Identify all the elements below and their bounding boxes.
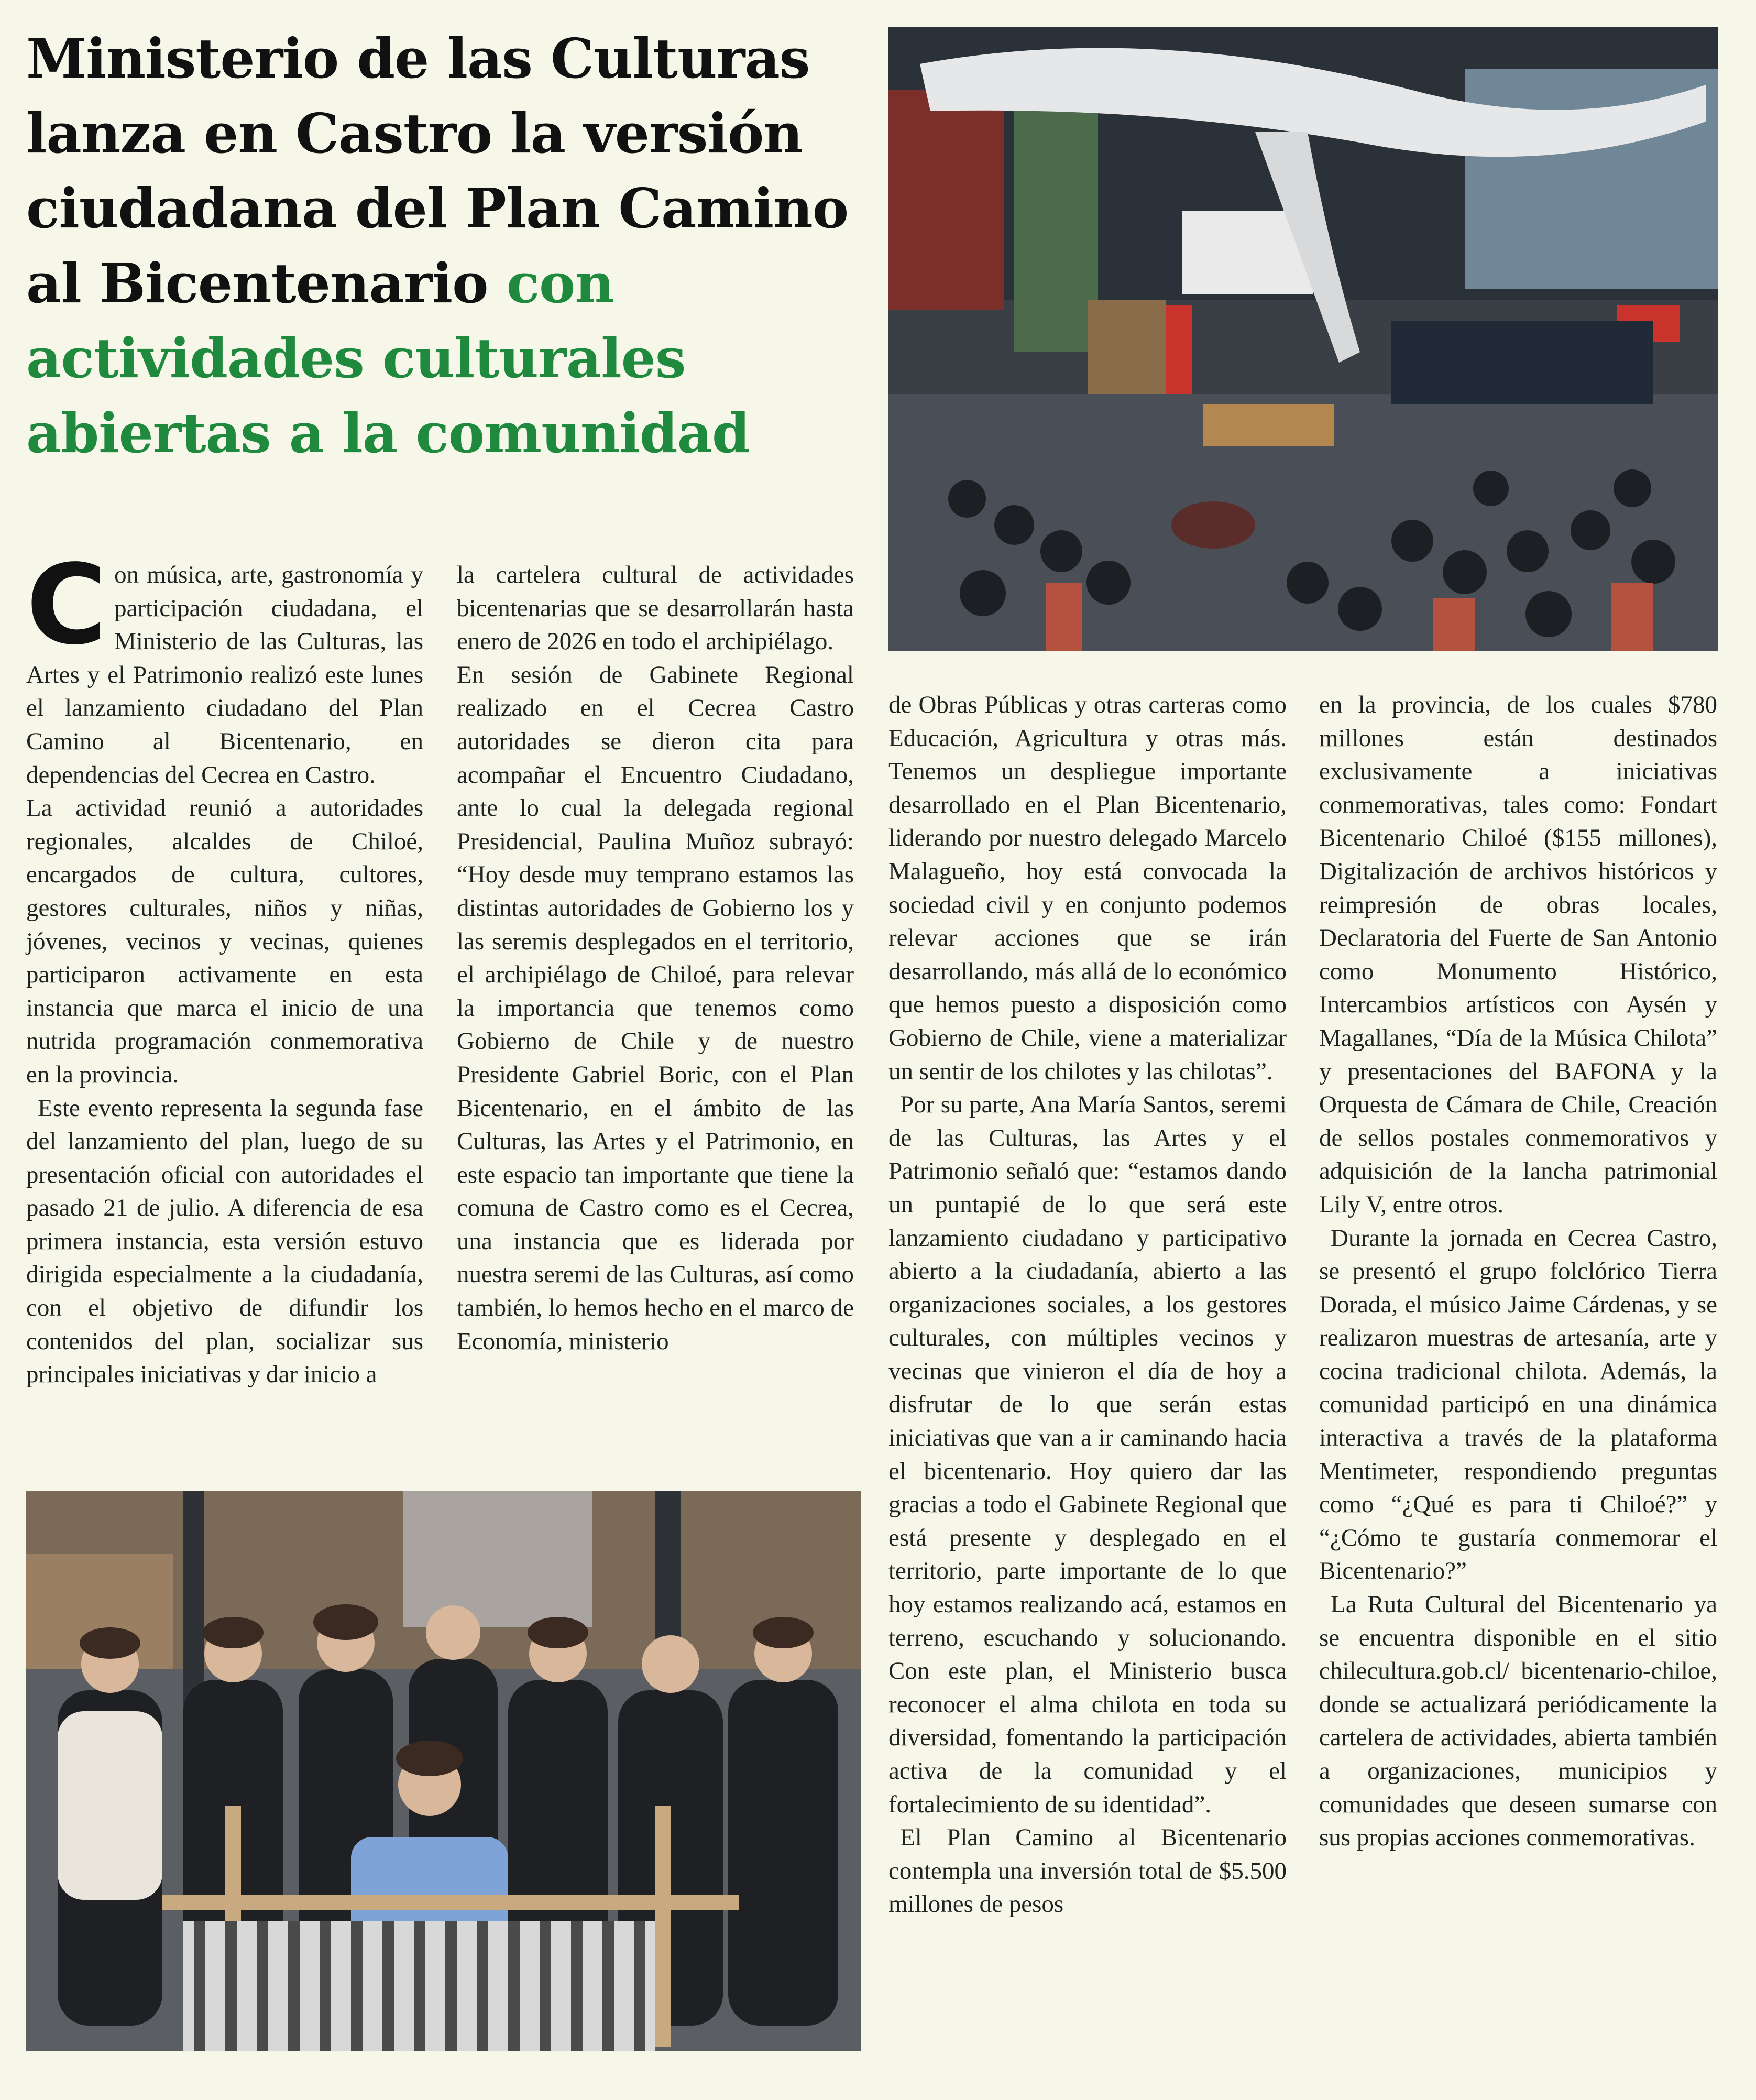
article-column-4: [1319, 688, 1717, 1855]
col4-paragraph-3: La Ruta Cultural del Bicentenario ya se encuentra disponible en el sitio chilecultura.gob.cl/ bicentenario-chiloe, donde se actualizará periódicamente la cartelera de actividades, abierta también a organizaciones, municipios y comunidades que deseen sumarse con sus propias acciones conmemorativas.: [1319, 1591, 1717, 1852]
col2-paragraph-1: la cartelera cultural de actividades bicentenarias que se desarrollarán hasta enero de 2026 en todo el archipiélago.: [457, 561, 854, 655]
drop-cap: C: [26, 541, 107, 669]
col3-paragraph-2: Por su parte, Ana María Santos, seremi de las Culturas, las Artes y el Patrimonio señaló que: “estamos dando un puntapié de lo que será este lanzamiento ciudadano y participativo abierto a la ciudadanía, abierto a las organizaciones sociales, a los gestores culturales, con múltiples vecinos y vecinas que vinieron el día de hoy a disfrutar de lo que serán estas iniciativas que van a ir caminando hacia el bicentenario. Hoy quiero dar las gracias a todo el Gabinete Regional que está presente y desplegado en el territorio, parte importante de lo que hoy estamos realizando acá, estamos en terreno, escuchando y solucionando. Con este plan, el Ministerio busca reconocer el alma chilota en toda su diversidad, fomentando la participación activa de la comunidad y el fortalecimiento de su identidad”.: [888, 1091, 1287, 1818]
article-column-2: [457, 559, 854, 1358]
col1-paragraph-2: La actividad reunió a autoridades regionales, alcaldes de Chiloé, encargados de cultura, cultores, gestores culturales, niños y niñas, jóvenes, vecinos y vecinas, quienes participaron activamente en esta instancia que marca el inicio de una nutrida programación conmemorativa en la provincia.: [26, 794, 423, 1088]
group-loom-illustration: [26, 1491, 861, 2051]
col2-paragraph-2: En sesión de Gabinete Regional realizado en el Cecrea Castro autoridades se dieron cita para acompañar el Encuentro Ciudadano, ante lo cual la delegada regional Presidencial, Paulina Muñoz subrayó: “Hoy desde muy temprano estamos las distintas autoridades de Gobierno los y las seremis desplegados en el territorio, el archipiélago de Chiloé, para relevar la importancia que tenemos como Gobierno de Chile y de nuestro Presidente Gabriel Boric, con el Plan Bicentenario, en el ámbito de las Culturas, las Artes y el Patrimonio, en este espacio tan importante que tiene la comuna de Castro como es el Cecrea, una instancia que es liderada por nuestra seremi de las Culturas, así como también, lo hemos hecho en el marco de Economía, ministerio: [457, 661, 854, 1355]
photo-group-loom: [26, 1491, 861, 2051]
event-hall-illustration: [888, 27, 1718, 651]
col4-paragraph-1: en la provincia, de los cuales $780 millones están destinados exclusivamente a iniciativas conmemorativas, tales como: Fondart Bicentenario Chiloé ($155 millones), Digitalización de archivos históricos y reimpresión de obras locales, Declaratoria del Fuerte de San Antonio como Monumento Histórico, Intercambios artísticos con Aysén y Magallanes, “Día de la Música Chilota” y presentaciones del BAFONA y la Orquesta de Cámara de Chile, Creación de sellos postales conmemorativos y adquisición de la lancha patrimonial Lily V, entre otros.: [1319, 691, 1717, 1218]
article-column-1: [26, 541, 423, 1392]
photo-event-hall: [888, 27, 1718, 651]
headline-main: Ministerio de las Culturas lanza en Castro la versión ciudadana del Plan Camino al Bicentenario: [26, 26, 849, 315]
headline: [26, 21, 864, 471]
col1-paragraph-3: Este evento representa la segunda fase del lanzamiento del plan, luego de su presentación oficial con autoridades el pasado 21 de julio. A diferencia de esa primera instancia, esta versión estuvo dirigida especialmente a la ciudadanía, con el objetivo de difundir los contenidos del plan, socializar sus principales iniciativas y dar inicio a: [26, 1094, 423, 1388]
col4-paragraph-2: Durante la jornada en Cecrea Castro, se presentó el grupo folclórico Tierra Dorada, el músico Jaime Cárdenas, y se realizaron muestras de artesanía, arte y cocina tradicional chilota. Además, la comunidad participó en una dinámica interactiva a través de la plataforma Mentimeter, respondiendo preguntas como “¿Qué es para ti Chiloé?” y “¿Cómo te gustaría conmemorar el Bicentenario?”: [1319, 1224, 1717, 1585]
headline-subtitle: con actividades culturales abiertas a la comunidad: [26, 251, 750, 465]
col1-paragraph-1: on música, arte, gastronomía y participación ciudadana, el Ministerio de las Culturas, las Artes y el Patrimonio realizó este lunes el lanzamiento ciudadano del Plan Camino al Bicentenario, en dependencias del Cecrea en Castro.: [26, 561, 423, 789]
article-column-3: [888, 688, 1287, 1921]
col3-paragraph-3: El Plan Camino al Bicentenario contempla una inversión total de $5.500 millones de pesos: [888, 1824, 1287, 1918]
col3-paragraph-1: de Obras Públicas y otras carteras como Educación, Agricultura y otras más. Tenemos un despliegue importante desarrollado en el Plan Bicentenario, liderando por nuestro delegado Marcelo Malagueño, hoy está convocada la sociedad civil y en conjunto podemos relevar acciones que se irán desarrollando, más allá de lo económico que hemos puesto a disposición como Gobierno de Chile, viene a materializar un sentir de los chilotes y las chilotas”.: [888, 691, 1287, 1085]
